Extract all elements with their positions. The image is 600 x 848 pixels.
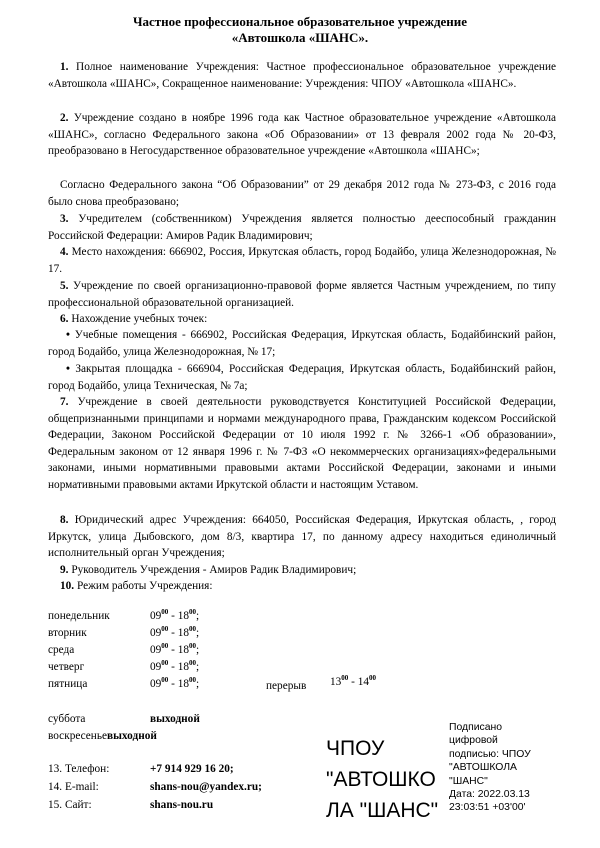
document-title-line2: «Автошкола «ШАНС». [231, 30, 369, 45]
training-point-2 [48, 361, 556, 394]
section-10 [48, 578, 556, 595]
section-2 [48, 110, 556, 160]
schedule-day: четверг [48, 661, 85, 673]
training-point-1 [48, 327, 556, 360]
section-text: Учреждение в своей деятельности руководствуется Конституцией Российской Федерации, общепризнанными принципами и нормами международного права, Гражданским кодексом Российской Федерации, Законом Российской Федерации от 10 июля 1992 г. № 3266-1 «Об образовании», Федеральным законом от 12 января 1996 г. № 7-ФЗ «О некоммерческих организациях»федеральными законами, иными нормативными правовыми актами Российской Федерации, законами и иными нормативными правовыми актами Иркутской области и настоящим Уставом. [48, 396, 556, 491]
section-text: Режим работы Учреждения: [76, 580, 213, 592]
section-number: 8. [60, 514, 69, 526]
section-text: Руководитель Учреждения - Амиров Радик Владимирович; [71, 564, 357, 576]
schedule-hours: $09^{00} - 18^{00}$; [150, 642, 200, 656]
bullet-text: Учебные помещения - 666902, Российская Федерация, Иркутская область, Бодайбинский район, город Бодайбо, улица Железнодорожная, № 17; [48, 329, 557, 358]
contact-label: 14. E-mail: [48, 781, 99, 793]
stamp-line: "АВТОШКО [326, 768, 436, 791]
section-text: Согласно Федерального закона “Об Образовании” от 29 декабря 2012 года № 273-ФЗ, с 2016 года было снова преобразовано; [48, 179, 556, 208]
stamp-line: ЛА "ШАНС" [326, 799, 439, 822]
signature-line: цифровой [449, 735, 498, 747]
bullet-icon: • [66, 363, 70, 375]
section-6 [48, 311, 556, 328]
section-1 [48, 59, 556, 92]
contact-label: 13. Телефон: [48, 763, 110, 775]
section-number: 7. [60, 396, 69, 408]
contacts [48, 761, 308, 815]
stamp-line: ЧПОУ [326, 737, 385, 760]
section-number: 4. [60, 246, 69, 258]
section-number: 9. [60, 564, 69, 576]
work-schedule [48, 608, 408, 692]
document-title-line1: Частное профессиональное образовательное учреждение [132, 14, 468, 29]
section-number: 3. [60, 213, 69, 225]
schedule-hours: $09^{00} - 18^{00}$; [150, 625, 200, 639]
section-9 [48, 562, 556, 579]
section-3 [48, 211, 556, 244]
signature-time: 23:03:51 +03'00' [449, 802, 526, 814]
bullet-icon: • [66, 329, 70, 341]
signature-stamp-name [326, 733, 438, 826]
schedule-hours: $09^{00} - 18^{00}$; [150, 659, 200, 673]
contact-website: shans-nou.ru [150, 799, 214, 811]
section-5 [48, 278, 556, 311]
signature-line: подписью: ЧПОУ [449, 748, 531, 760]
contact-label: 15. Сайт: [48, 799, 92, 811]
signature-line: "ШАНС" [449, 775, 488, 787]
section-number: 5. [60, 280, 69, 292]
schedule-day: суббота [48, 713, 86, 725]
signature-line: Подписано [449, 722, 503, 733]
section-7 [48, 394, 556, 493]
signature-date: Дата: 2022.03.13 [449, 789, 530, 801]
schedule-hours: $09^{00} - 18^{00}$; [150, 608, 200, 622]
section-text: Учреждение по своей организационно-правовой форме является Частным учреждением, по типу профессиональной образовательной организацией. [48, 280, 556, 309]
break-label: перерыв [266, 680, 307, 692]
section-text: Нахождение учебных точек: [71, 313, 208, 325]
schedule-day: пятница [48, 678, 88, 690]
schedule-day: среда [48, 644, 75, 656]
section-text: Место нахождения: 666902, Россия, Иркутская область, город Бодайбо, улица Железнодорожная, № 17. [48, 246, 556, 275]
section-text: Учреждение создано в ноябре 1996 года как Частное образовательное учреждение «Автошкола «ШАНС», согласно Федерального закона «Об Образовании» от 13 февраля 2002 года № 20-ФЗ, преобразовано в Негосударственное образовательное учреждение «Автошкола «ШАНС»; [48, 112, 556, 157]
section-8 [48, 512, 556, 562]
section-number: 2. [60, 112, 69, 124]
schedule-status: выходной [150, 713, 200, 725]
section-4 [48, 244, 556, 277]
section-2-continuation [48, 177, 556, 210]
bullet-text: Закрытая площадка - 666904, Российская Федерация, Иркутская область, Бодайбинский район, город Бодайбо, улица Техническая, № 7а; [48, 363, 557, 392]
section-text: Юридический адрес Учреждения: 664050, Российская Федерация, Иркутская область, , город Иркутск, улица Дыбовского, дом 8/3, квартира 17, по данному адресу находиться единоличный исполнительный орган Учреждения; [48, 514, 557, 559]
section-number: 6. [60, 313, 69, 325]
contact-email: shans-nou@yandex.ru; [150, 781, 262, 793]
section-number: 10. [60, 580, 75, 592]
signature-line: "АВТОШКОЛА [449, 762, 517, 774]
weekend-schedule [48, 711, 248, 747]
section-number: 1. [60, 61, 69, 73]
signature-info [449, 721, 599, 815]
section-text: Учредителем (собственником) Учреждения является полностью дееспособный гражданин Российской Федерации: Амиров Радик Владимирович; [48, 213, 556, 242]
break-hours: $13^{00} - 14^{00}$ [330, 674, 377, 688]
schedule-day: понедельник [48, 610, 110, 622]
schedule-day-sunday: воскресеньевыходной [48, 730, 157, 742]
section-text: Полное наименование Учреждения: Частное профессиональное образовательное учреждение «Автошкола «ШАНС», Сокращенное наименование: Учреждения: ЧПОУ «Автошкола «ШАНС». [48, 61, 557, 90]
contact-phone: +7 914 929 16 20; [150, 763, 234, 775]
schedule-hours: $09^{00} - 18^{00}$; [150, 676, 200, 690]
schedule-day: вторник [48, 627, 87, 639]
